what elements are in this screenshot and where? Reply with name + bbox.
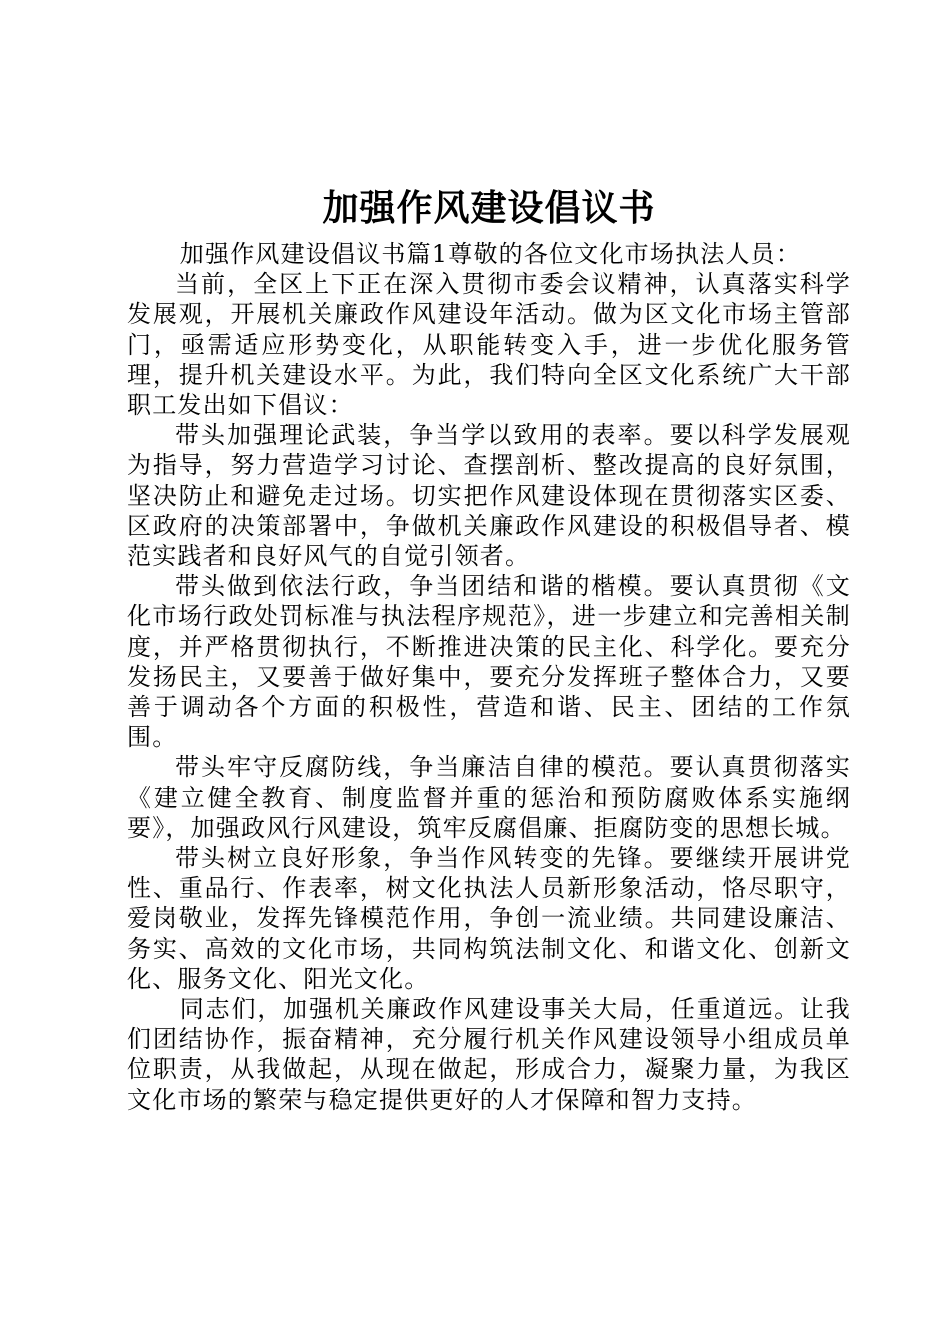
paragraph-theory: 带头加强理论武装，争当学以致用的表率。要以科学发展观为指导，努力营造学习讨论、查摆剖析、整改提高的良好氛围，坚决防止和避免走过场。切实把作风建设体现在贯彻落实区委、区政府的决策部署中，争做机关廉政作风建设的积极倡导者、模范实践者和良好风气的自觉引领者。: [127, 421, 851, 571]
paragraph-closing: 同志们，加强机关廉政作风建设事关大局，任重道远。让我们团结协作，振奋精神，充分履行机关作风建设领导小组成员单位职责，从我做起，从现在做起，形成合力，凝聚力量，为我区文化市场的繁荣与稳定提供更好的人才保障和智力支持。: [127, 995, 851, 1114]
paragraph-anticorruption: 带头牢守反腐防线，争当廉洁自律的模范。要认真贯彻落实《建立健全教育、制度监督并重的惩治和预防腐败体系实施纲要》，加强政风行风建设，筑牢反腐倡廉、拒腐防变的思想长城。: [127, 753, 851, 842]
document-title: 加强作风建设倡议书: [322, 187, 656, 229]
paragraph-image: 带头树立良好形象，争当作风转变的先锋。要继续开展讲党性、重品行、作表率，树文化执法人员新形象活动，恪尽职守，爱岗敬业，发挥先锋模范作用，争创一流业绩。共同建设廉洁、务实、高效的文化市场，共同构筑法制文化、和谐文化、创新文化、服务文化、阳光文化。: [127, 844, 851, 993]
paragraph-greeting: 加强作风建设倡议书篇1尊敬的各位文化市场执法人员：: [179, 240, 802, 268]
document-page: [127, 185, 851, 1115]
paragraph-law: 带头做到依法行政，争当团结和谐的楷模。要认真贯彻《文化市场行政处罚标准与执法程序规范》，进一步建立和完善相关制度，并严格贯彻执行，不断推进决策的民主化、科学化。要充分发扬民主，又要善于做好集中，要充分发挥班子整体合力，又要善于调动各个方面的积极性，营造和谐、民主、团结的工作氛围。: [127, 572, 851, 752]
paragraph-intro: 当前，全区上下正在深入贯彻市委会议精神，认真落实科学发展观，开展机关廉政作风建设年活动。做为区文化市场主管部门，亟需适应形势变化，从职能转变入手，进一步优化服务管理，提升机关建设水平。为此，我们特向全区文化系统广大干部职工发出如下倡议：: [127, 270, 851, 420]
